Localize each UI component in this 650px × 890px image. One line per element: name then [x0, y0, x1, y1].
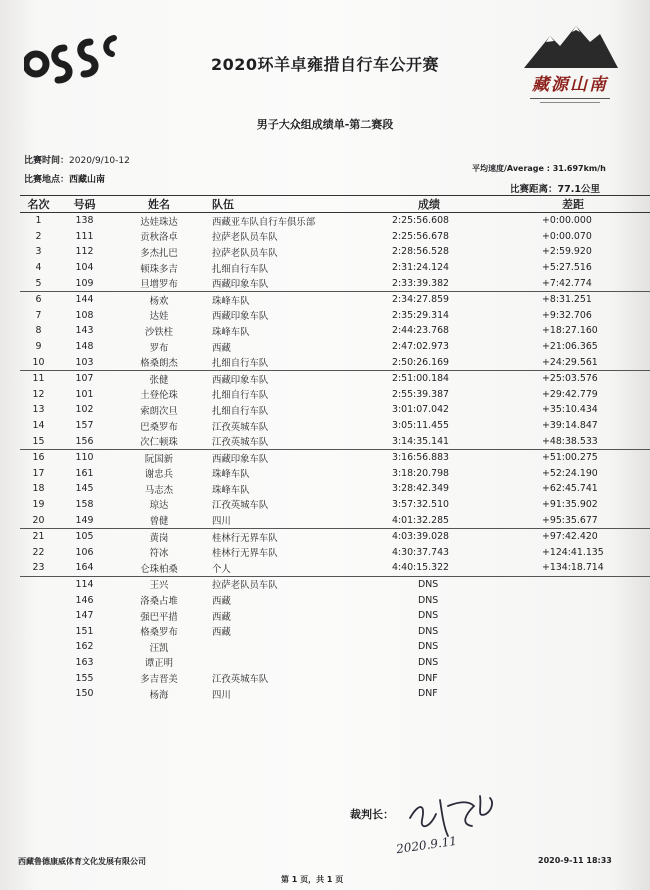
number-cell: 138 — [75, 215, 94, 227]
result-cell: DNS — [418, 610, 439, 622]
table-row — [20, 308, 650, 324]
team-cell: 扎细自行车队 — [212, 263, 269, 275]
team-cell: 西藏印象车队 — [206, 449, 388, 465]
number-cell: 110 — [57, 449, 112, 465]
table-row — [20, 670, 650, 686]
team-cell: 西藏 — [212, 596, 231, 608]
rank-cell: 10 — [32, 356, 45, 368]
gap-cell: +9:32.706 — [542, 309, 592, 321]
table-row — [20, 387, 650, 403]
place-value: 西藏山南 — [69, 175, 106, 185]
table-row — [20, 655, 650, 671]
gap-cell — [526, 576, 650, 592]
number-cell: 112 — [75, 246, 94, 258]
name-cell: 杨海 — [149, 689, 169, 701]
team-cell: 江孜英城车队 — [212, 437, 269, 449]
result-cell: 2:51:00.184 — [388, 370, 526, 386]
name-cell: 仑珠柏桑 — [140, 563, 178, 575]
signature-date: 2020.9.11 — [395, 833, 458, 857]
number-cell: 145 — [75, 483, 94, 495]
table-row — [20, 229, 650, 245]
table-row — [20, 275, 650, 291]
result-cell: 4:01:32.285 — [392, 514, 450, 526]
table-row — [20, 466, 650, 482]
rank-cell: 15 — [32, 435, 45, 447]
gap-cell — [526, 686, 650, 702]
result-cell: 2:35:29.314 — [392, 309, 450, 321]
team-cell: 个人 — [212, 563, 231, 575]
rank-cell: 22 — [32, 546, 45, 558]
team-cell: 珠峰车队 — [212, 326, 250, 338]
name-cell: 土登伦珠 — [140, 390, 178, 402]
team-cell: 西藏亚车队自行车俱乐部 — [212, 216, 316, 228]
team-cell: 桂林行无界车队 — [206, 528, 388, 544]
rank-cell — [20, 639, 57, 655]
stage-subtitle: 男子大众组成绩单-第二赛段 — [256, 118, 394, 131]
result-cell: 4:30:37.743 — [392, 546, 450, 558]
result-cell: DNS — [418, 594, 439, 606]
col-number-header: 号码 — [57, 196, 112, 213]
result-cell: 3:57:32.510 — [392, 498, 450, 510]
result-cell: DNF — [418, 688, 438, 700]
date-label: 比赛时间： — [24, 156, 70, 166]
table-row — [20, 497, 650, 513]
gap-cell — [526, 655, 650, 671]
number-cell: 103 — [75, 356, 94, 368]
rank-cell: 9 — [35, 341, 42, 353]
table-row — [20, 528, 650, 544]
result-cell: DNS — [418, 625, 439, 637]
number-cell: 163 — [75, 656, 94, 668]
gap-cell: +29:42.779 — [542, 388, 598, 400]
team-cell — [206, 639, 388, 655]
result-cell: 3:05:11.455 — [392, 420, 450, 432]
date-line — [24, 153, 130, 166]
gap-cell: +39:14.847 — [542, 420, 598, 432]
table-row — [20, 544, 650, 560]
name-cell: 贡秋洛卓 — [140, 232, 178, 244]
team-cell: 四川 — [212, 689, 231, 701]
number-cell: 155 — [75, 672, 94, 684]
table-row — [20, 339, 650, 355]
col-rank-header: 名次 — [20, 196, 57, 213]
table-row — [20, 639, 650, 655]
place-line — [24, 172, 105, 185]
table-row — [20, 512, 650, 528]
gap-cell: +51:00.275 — [526, 449, 650, 465]
number-cell: 150 — [75, 688, 94, 700]
gap-cell: +52:24.190 — [542, 467, 598, 479]
average-speed: 平均速度/Average : 31.697km/h — [472, 164, 606, 173]
number-cell: 108 — [75, 309, 94, 321]
result-cell: 2:25:56.678 — [392, 230, 450, 242]
name-cell: 洛桑占堆 — [140, 596, 178, 608]
result-cell: 2:34:27.859 — [388, 291, 526, 307]
gap-cell: +134:18.714 — [542, 562, 604, 574]
table-row — [20, 291, 650, 307]
name-cell: 张健 — [112, 370, 206, 386]
result-cell: 3:14:35.141 — [392, 435, 450, 447]
event-title: 2020环羊卓雍措自行车公开赛 — [210, 55, 440, 74]
team-cell: 江孜英城车队 — [212, 421, 269, 433]
gap-cell: +97:42.420 — [526, 528, 650, 544]
gap-cell: +5:27.516 — [542, 262, 592, 274]
table-row — [20, 433, 650, 449]
gap-cell: +35:10.434 — [542, 404, 598, 416]
results-table — [20, 195, 650, 701]
rank-cell: 14 — [32, 420, 45, 432]
team-cell: 扎细自行车队 — [212, 405, 269, 417]
name-cell: 马志杰 — [144, 484, 174, 496]
table-row — [20, 354, 650, 370]
gap-cell — [526, 670, 650, 686]
result-cell: DNS — [418, 641, 439, 653]
number-cell: 148 — [75, 341, 94, 353]
name-cell: 达娃珠达 — [140, 216, 178, 228]
number-cell: 102 — [75, 404, 94, 416]
name-cell: 谭正明 — [144, 658, 174, 670]
gap-cell: +124:41.135 — [542, 546, 604, 558]
result-cell: 3:18:20.798 — [392, 467, 450, 479]
name-cell: 索朗次旦 — [140, 405, 178, 417]
team-cell: 江孜英城车队 — [212, 674, 269, 686]
result-cell: DNS — [388, 576, 526, 592]
rank-cell: 12 — [32, 388, 45, 400]
shannan-logo — [520, 22, 620, 108]
name-cell: 黄岗 — [112, 528, 206, 544]
gap-cell: +7:42.774 — [542, 277, 592, 289]
team-cell: 江孜英城车队 — [212, 500, 269, 512]
result-cell: 3:01:07.042 — [392, 404, 450, 416]
rank-cell: 2 — [35, 230, 42, 242]
rank-cell — [20, 670, 57, 686]
gap-cell — [526, 592, 650, 608]
number-cell: 105 — [57, 528, 112, 544]
number-cell: 164 — [75, 562, 94, 574]
name-cell: 罗布 — [149, 342, 169, 354]
table-row — [20, 213, 650, 229]
rank-cell — [20, 576, 57, 592]
team-cell: 西藏 — [212, 342, 231, 354]
rank-cell: 20 — [32, 514, 45, 526]
team-cell: 扎细自行车队 — [212, 358, 269, 370]
number-cell: 101 — [75, 388, 94, 400]
name-cell: 琼达 — [149, 500, 169, 512]
result-cell: 2:33:39.382 — [392, 277, 450, 289]
name-cell: 曾健 — [149, 516, 169, 528]
name-cell: 杨欢 — [112, 291, 206, 307]
team-cell: 珠峰车队 — [212, 484, 250, 496]
gap-cell: +62:45.741 — [542, 483, 598, 495]
number-cell: 143 — [75, 325, 94, 337]
table-row — [20, 576, 650, 592]
name-cell: 多吉晋美 — [140, 674, 178, 686]
result-cell: 2:28:56.528 — [392, 246, 450, 258]
mountain-logo-icon — [520, 22, 620, 70]
col-name-header: 姓名 — [112, 196, 206, 213]
team-cell: 西藏印象车队 — [212, 311, 269, 323]
rank-cell: 5 — [35, 277, 42, 289]
rank-cell: 1 — [35, 215, 42, 227]
number-cell: 158 — [75, 498, 94, 510]
name-cell: 多杰扎巴 — [140, 247, 178, 259]
name-cell: 旦增罗布 — [140, 279, 178, 291]
table-row — [20, 608, 650, 624]
table-row — [20, 481, 650, 497]
rank-cell: 8 — [35, 325, 42, 337]
gap-cell — [526, 623, 650, 639]
rank-cell: 7 — [35, 309, 42, 321]
team-cell: 桂林行无界车队 — [212, 548, 278, 560]
chief-referee-label: 裁判长： — [350, 808, 394, 821]
name-cell: 谢忠兵 — [144, 469, 174, 481]
number-cell: 147 — [75, 610, 94, 622]
rank-cell: 6 — [20, 291, 57, 307]
name-cell: 汪凯 — [149, 642, 169, 654]
name-cell: 王兴 — [112, 576, 206, 592]
table-row — [20, 323, 650, 339]
date-value: 2020/9/10-12 — [69, 156, 130, 166]
team-cell: 西藏印象车队 — [212, 279, 269, 291]
team-cell: 珠峰车队 — [212, 469, 250, 481]
name-cell: 沙铁柱 — [144, 326, 174, 338]
number-cell: 161 — [75, 467, 94, 479]
table-row — [20, 449, 650, 465]
gap-cell: +18:27.160 — [542, 325, 598, 337]
result-cell: 2:50:26.169 — [392, 356, 450, 368]
gap-cell: +0:00.000 — [542, 215, 592, 227]
team-cell: 西藏 — [212, 627, 231, 639]
name-cell: 顿珠多吉 — [140, 263, 178, 275]
rank-cell — [20, 655, 57, 671]
result-cell: 2:55:39.387 — [392, 388, 450, 400]
rank-cell — [20, 686, 57, 702]
table-row — [20, 560, 650, 576]
table-row — [20, 260, 650, 276]
rank-cell: 23 — [32, 562, 45, 574]
result-cell: 2:31:24.124 — [392, 262, 450, 274]
number-cell: 146 — [75, 594, 94, 606]
rank-cell — [20, 608, 57, 624]
gap-cell — [526, 639, 650, 655]
number-cell: 149 — [75, 514, 94, 526]
table-row — [20, 370, 650, 386]
name-cell: 次仁顿珠 — [140, 437, 178, 449]
table-row — [20, 418, 650, 434]
team-cell — [206, 655, 388, 671]
team-cell: 拉萨老队员车队 — [206, 576, 388, 592]
gap-cell: +24:29.561 — [542, 356, 598, 368]
team-cell: 西藏 — [212, 611, 231, 623]
logo-text: 藏源山南 — [532, 75, 608, 95]
result-cell: 3:28:42.349 — [392, 483, 450, 495]
col-team-header: 队伍 — [206, 196, 388, 213]
gap-cell: +48:38.533 — [542, 435, 598, 447]
gap-cell: +21:06.365 — [542, 341, 598, 353]
result-cell: 2:25:56.608 — [392, 215, 450, 227]
name-cell: 符冰 — [149, 548, 169, 560]
name-cell: 格桑朗杰 — [140, 358, 178, 370]
table-row — [20, 623, 650, 639]
company-name: 西藏鲁德康威体育文化发展有限公司 — [18, 857, 146, 866]
gap-cell: +0:00.070 — [542, 230, 592, 242]
result-cell: 4:40:15.322 — [392, 562, 450, 574]
table-row — [20, 244, 650, 260]
team-cell: 珠峰车队 — [206, 291, 388, 307]
rank-cell — [20, 592, 57, 608]
number-cell: 111 — [75, 230, 94, 242]
number-cell: 107 — [57, 370, 112, 386]
gap-cell: +25:03.576 — [526, 370, 650, 386]
rank-cell — [20, 623, 57, 639]
name-cell: 巴桑罗布 — [140, 421, 178, 433]
number-cell: 104 — [75, 262, 94, 274]
name-cell: 阮国新 — [112, 449, 206, 465]
team-cell: 拉萨老队员车队 — [212, 247, 278, 259]
name-cell: 格桑罗布 — [140, 627, 178, 639]
rank-cell: 21 — [20, 528, 57, 544]
col-gap-header: 差距 — [526, 196, 650, 213]
result-cell: 3:16:56.883 — [388, 449, 526, 465]
number-cell: 109 — [75, 277, 94, 289]
gap-cell — [526, 608, 650, 624]
number-cell: 157 — [75, 420, 94, 432]
team-cell: 四川 — [212, 516, 231, 528]
rank-cell: 18 — [32, 483, 45, 495]
result-cell: 4:03:39.028 — [388, 528, 526, 544]
rank-cell: 19 — [32, 498, 45, 510]
number-cell: 156 — [75, 435, 94, 447]
team-cell: 扎细自行车队 — [212, 390, 269, 402]
team-cell: 西藏印象车队 — [206, 370, 388, 386]
race-distance: 比赛距离：77.1公里 — [510, 184, 600, 195]
number-cell: 144 — [57, 291, 112, 307]
number-cell: 106 — [75, 546, 94, 558]
rank-cell: 17 — [32, 467, 45, 479]
table-row — [20, 402, 650, 418]
table-row — [20, 592, 650, 608]
name-cell: 达娃 — [149, 311, 169, 323]
result-cell: DNF — [418, 672, 438, 684]
gap-cell: +91:35.902 — [542, 498, 598, 510]
rank-cell: 13 — [32, 404, 45, 416]
rank-cell: 16 — [20, 449, 57, 465]
team-cell: 拉萨老队员车队 — [212, 232, 278, 244]
number-cell: 151 — [75, 625, 94, 637]
table-row — [20, 686, 650, 702]
result-cell: 2:47:02.973 — [392, 341, 450, 353]
number-cell: 114 — [57, 576, 112, 592]
print-time: 2020-9-11 18:33 — [538, 856, 612, 865]
result-cell: DNS — [418, 656, 439, 668]
result-cell: 2:44:23.768 — [392, 325, 450, 337]
name-cell: 强巴平措 — [140, 611, 178, 623]
table-header-row — [20, 196, 650, 213]
gap-cell: +95:35.677 — [542, 514, 598, 526]
rank-cell: 3 — [35, 246, 42, 258]
rank-cell: 11 — [20, 370, 57, 386]
page-number: 第 1 页，共 1 页 — [281, 875, 344, 884]
rank-cell: 4 — [35, 262, 42, 274]
col-result-header: 成绩 — [388, 196, 526, 213]
gap-cell: +2:59.920 — [542, 246, 592, 258]
number-cell: 162 — [75, 641, 94, 653]
gap-cell: +8:31.251 — [526, 291, 650, 307]
place-label: 比赛地点： — [24, 175, 70, 185]
